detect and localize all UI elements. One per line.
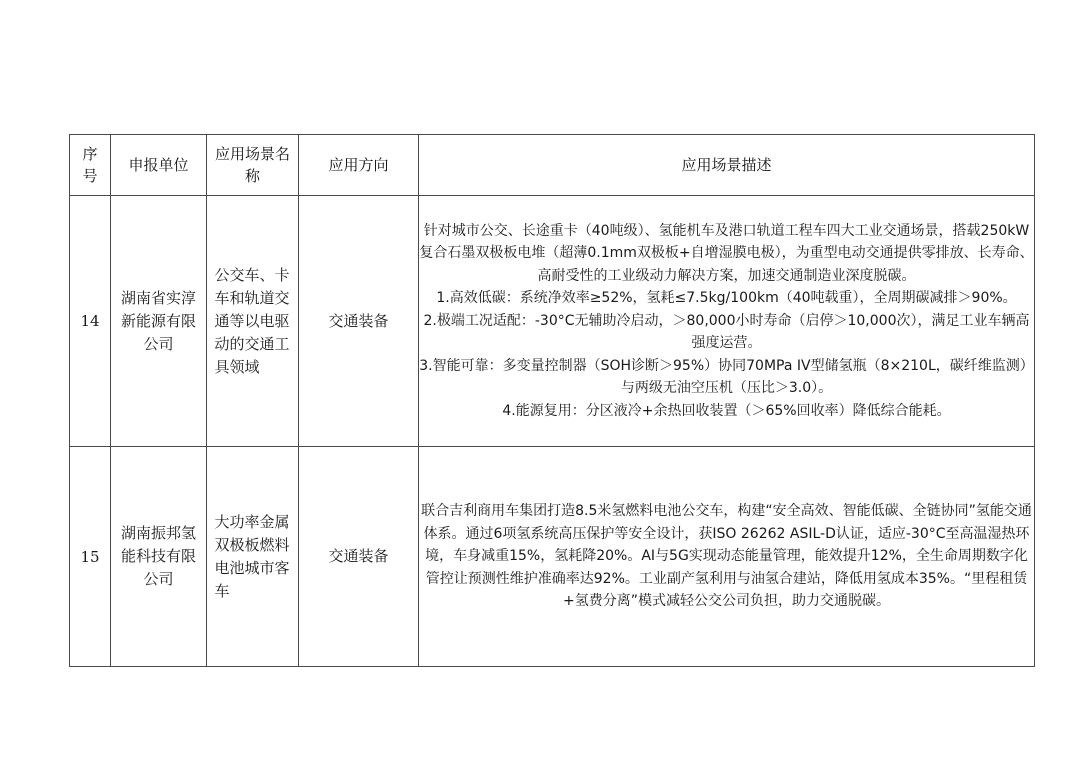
header-direction: 应用方向 (299, 135, 419, 196)
table-header-row (70, 135, 1035, 196)
scenario-description (419, 196, 1035, 447)
description-paragraph: 联合吉利商用车集团打造8.5米氢燃料电池公交车，构建“安全高效、智能低碳、全链协同”氢能交通体系。通过6项氢系统高压保护等安全设计，获ISO 26262 ASIL-D认证，适应-30°C至高温湿热环境，车身减重15%，氢耗降20%。AI与5G实现动态能量管理，能效提升12%，全生命周期数字化管控让预测性维护准确率达92%。工业副产氢利用与油氢合建站，降低用氢成本35%。“里程租赁+氢费分离”模式减轻公交公司负担，助力交通脱碳。 (421, 503, 1032, 610)
scenario-name: 大功率金属双极板燃料电池城市客车 (207, 447, 299, 667)
scenario-name: 公交车、卡车和轨道交通等以电驱动的交通工具领域 (207, 196, 299, 447)
description-paragraph: 4.能源复用：分区液冷+余热回收装置（＞65%回收率）降低综合能耗。 (502, 402, 951, 419)
table-row (70, 196, 1035, 447)
description-paragraph: 1.高效低碳：系统净效率≥52%，氢耗≤7.5kg/100km（40吨载重），全周期碳减排＞90%。 (436, 290, 1017, 307)
header-name: 应用场景名称 (207, 135, 299, 196)
scenario-description (419, 447, 1035, 667)
application-scenario-table (69, 134, 1035, 667)
description-paragraph: 针对城市公交、长途重卡（40吨级）、氢能机车及港口轨道工程车四大工业交通场景，搭载250kW复合石墨双极板电堆（超薄0.1mm双极板+自增湿膜电极），为重型电动交通提供零排放、长寿命、高耐受性的工业级动力解决方案，加速交通制造业深度脱碳。 (419, 222, 1034, 284)
description-paragraph: 3.智能可靠：多变量控制器（SOH诊断＞95%）协同70MPa IV型储氢瓶（8×210L，碳纤维监测）与两级无油空压机（压比＞3.0）。 (419, 357, 1034, 397)
applicant-org: 湖南振邦氢能科技有限公司 (111, 447, 207, 667)
table-row (70, 447, 1035, 667)
description-paragraph: 2.极端工况适配：-30°C无辅助冷启动，＞80,000小时寿命（启停＞10,000次），满足工业车辆高强度运营。 (423, 312, 1030, 352)
row-number: 14 (70, 196, 111, 447)
header-description: 应用场景描述 (419, 135, 1035, 196)
row-number: 15 (70, 447, 111, 667)
header-no: 序号 (70, 135, 111, 196)
header-org: 申报单位 (111, 135, 207, 196)
application-direction: 交通装备 (299, 196, 419, 447)
application-direction: 交通装备 (299, 447, 419, 667)
applicant-org: 湖南省实淳新能源有限公司 (111, 196, 207, 447)
